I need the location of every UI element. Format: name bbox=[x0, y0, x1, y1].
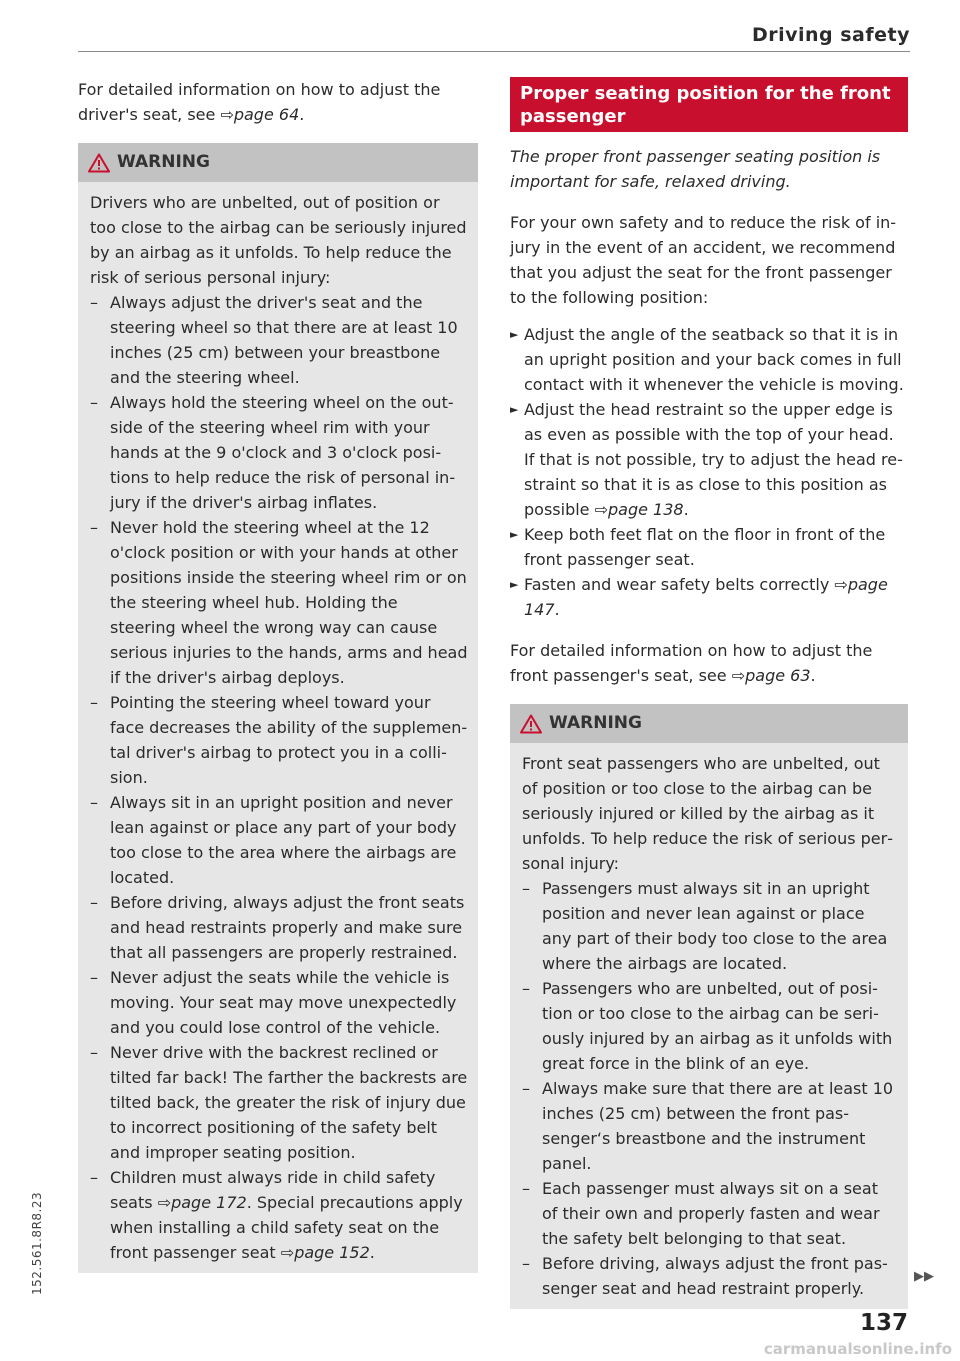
warning-title: WARNING bbox=[117, 152, 210, 172]
warning-body bbox=[78, 182, 478, 1273]
warning-item: – Passengers who are unbelted, out of position or too close to the airbag can be seriously injured by an airbag as it unfolds with great force in the blink of an eye. bbox=[522, 976, 898, 1076]
warning-item: – Never hold the steering wheel at the 12 o'clock position or with your hands at other positions inside the steering wheel rim or on the steering wheel hub. Holding the steering wheel the wrong way can cause serious injuries to the hands, arms and head if the driver's airbag deploys. bbox=[90, 515, 468, 690]
warning-item: – Children must always ride in child safety seats ⇨page 172. Special precautions apply when installing a child safety seat on the front passenger seat ⇨page 152. bbox=[90, 1165, 468, 1265]
warning-item: – Before driving, always adjust the front seats and head restraints properly and make sure that all passengers are properly restrained. bbox=[90, 890, 468, 965]
warning-triangle-icon bbox=[88, 153, 110, 173]
body-paragraph: For your own safety and to reduce the risk of injury in the event of an accident, we recommend that you adjust the seat for the front passenger to the following position: bbox=[510, 213, 897, 307]
warning-item: – Always sit in an upright position and never lean against or place any part of your body too close to the area where the airbags are located. bbox=[90, 790, 468, 890]
driver-seat-info: For detailed information on how to adjust the driver's seat, see ⇨page 64. bbox=[78, 80, 441, 124]
page-ref-link[interactable]: ⇨page 147 bbox=[524, 575, 888, 619]
passenger-seat-info: For detailed information on how to adjust the front passenger's seat, see ⇨page 63. bbox=[510, 641, 873, 685]
warning-intro: Front seat passengers who are unbelted, out of position or too close to the airbag can be seriously injured or killed by the airbag as it unfolds. To help reduce the risk of serious personal injury: bbox=[522, 754, 893, 873]
warning-title: WARNING bbox=[549, 713, 642, 733]
warning-item: – Never drive with the backrest reclined or tilted far back! The farther the backrests are tilted back, the greater the risk of injury due to incorrect positioning of the safety belt and improper seating position. bbox=[90, 1040, 468, 1165]
header-rule bbox=[78, 51, 910, 52]
section-heading: Proper seating position for the front passenger bbox=[510, 77, 908, 132]
warning-item: – Always adjust the driver's seat and the steering wheel so that there are at least 10 inches (25 cm) between your breastbone and the steering wheel. bbox=[90, 290, 468, 390]
warning-header bbox=[510, 704, 908, 743]
page-ref-link[interactable]: ⇨page 138 bbox=[594, 500, 684, 519]
warning-item: – Always make sure that there are at least 10 inches (25 cm) between the front passenger‘s breastbone and the instrument panel. bbox=[522, 1076, 898, 1176]
page-ref-link[interactable]: ⇨page 172 bbox=[157, 1193, 247, 1212]
warning-item: – Always hold the steering wheel on the outside of the steering wheel rim with your hands at the 9 o'clock and 3 o'clock positions to help reduce the risk of personal injury if the driver's airbag inflates. bbox=[90, 390, 468, 515]
warning-intro: Drivers who are unbelted, out of position or too close to the airbag can be seriously injured by an airbag as it unfolds. To help reduce the risk of serious personal injury: bbox=[90, 193, 467, 287]
warning-item: – Never adjust the seats while the vehicle is moving. Your seat may move unexpectedly and you could lose control of the vehicle. bbox=[90, 965, 468, 1040]
step-item: ► Adjust the angle of the seatback so that it is in an upright position and your back comes in full contact with it whenever the vehicle is moving. bbox=[510, 322, 908, 397]
step-item: ► Fasten and wear safety belts correctly ⇨page 147. bbox=[510, 572, 908, 622]
page-ref-link[interactable]: ⇨page 152 bbox=[280, 1243, 370, 1262]
steps-list bbox=[510, 322, 908, 622]
continue-arrow-icon: ▶▶ bbox=[914, 1269, 934, 1284]
left-column bbox=[78, 77, 478, 1273]
passenger-warning-box bbox=[510, 704, 908, 1309]
warning-header bbox=[78, 143, 478, 182]
warning-list bbox=[522, 876, 898, 1301]
page-ref-link[interactable]: ⇨page 64 bbox=[220, 105, 300, 124]
page-ref-link[interactable]: ⇨page 63 bbox=[731, 666, 811, 685]
warning-item: – Each passenger must always sit on a seat of their own and properly fasten and wear the safety belt belonging to that seat. bbox=[522, 1176, 898, 1251]
warning-item: – Passengers must always sit in an upright position and never lean against or place any part of their body too close to the area where the airbags are located. bbox=[522, 876, 898, 976]
right-column bbox=[510, 77, 908, 1309]
step-item: ► Keep both feet flat on the floor in front of the front passenger seat. bbox=[510, 522, 908, 572]
warning-list bbox=[90, 290, 468, 1265]
warning-item: – Pointing the steering wheel toward your face decreases the ability of the supplemental driver's airbag to protect you in a collision. bbox=[90, 690, 468, 790]
driver-warning-box bbox=[78, 143, 478, 1273]
warning-body bbox=[510, 743, 908, 1309]
document-code: 152.561.8R8.23 bbox=[30, 1191, 44, 1295]
step-item: ► Adjust the head restraint so the upper edge is as even as possible with the top of your head. If that is not possible, try to adjust the head restraint so that it is as close to this position as possible ⇨page 138. bbox=[510, 397, 908, 522]
page-number: 137 bbox=[859, 1310, 908, 1336]
warning-item: – Before driving, always adjust the front passenger seat and head restraint properly. bbox=[522, 1251, 898, 1301]
section-title: Driving safety bbox=[751, 24, 910, 46]
section-intro: The proper front passenger seating position is important for safe, relaxed driving. bbox=[510, 147, 881, 191]
warning-triangle-icon bbox=[520, 714, 542, 734]
watermark: carmanualsonline.info bbox=[763, 1340, 952, 1358]
